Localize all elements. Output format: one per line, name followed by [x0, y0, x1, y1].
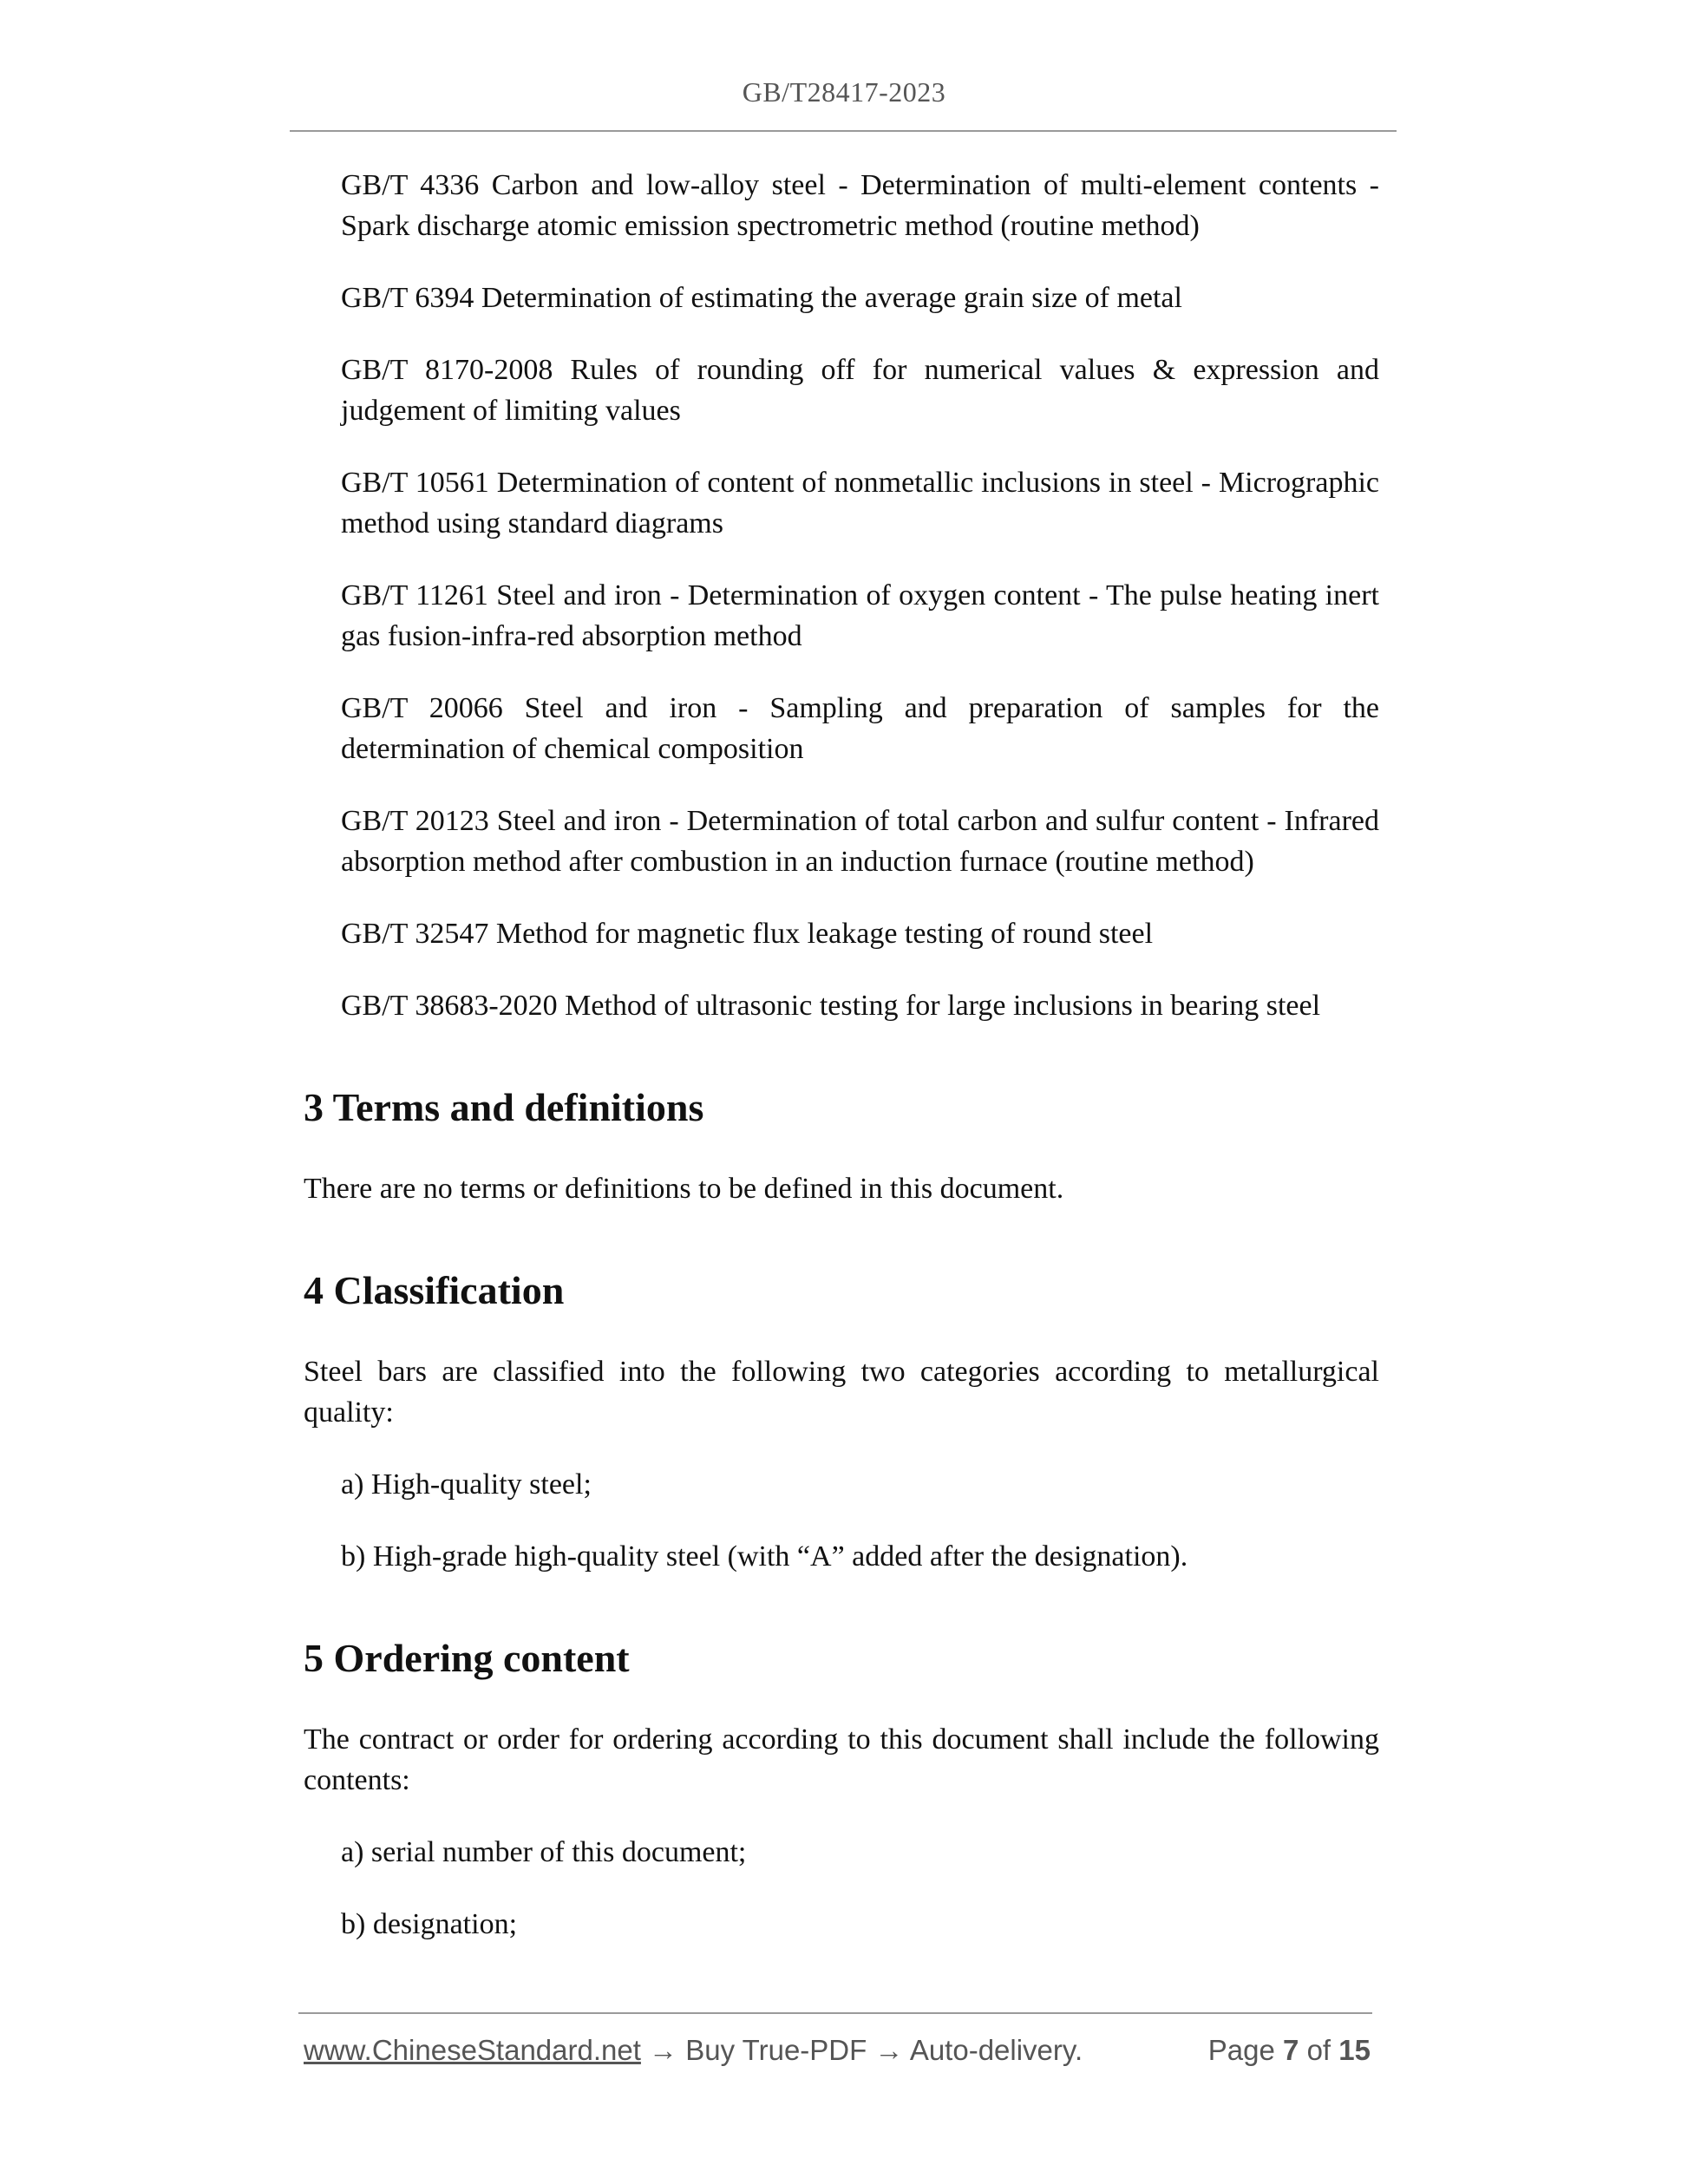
current-page-number: 7	[1283, 2034, 1299, 2066]
page-label: Page	[1207, 2034, 1275, 2066]
footer-divider	[298, 2012, 1372, 2014]
list-item: b) designation;	[341, 1908, 518, 1940]
page-header	[0, 76, 1688, 108]
page-of-label: of	[1306, 2034, 1331, 2066]
section-5-intro: The contract or order for ordering according to this document shall include the following contents:	[304, 1723, 1379, 1796]
total-page-count: 15	[1338, 2034, 1371, 2066]
page-body	[304, 165, 1379, 1976]
document-code: GB/T28417-2023	[742, 76, 946, 108]
reference-item: GB/T 32547 Method for magnetic flux leakage testing of round steel	[341, 918, 1154, 950]
page-indicator	[1208, 2034, 1371, 2067]
section-5-heading: 5 Ordering content	[304, 1636, 630, 1680]
section-4-heading: 4 Classification	[304, 1268, 565, 1312]
reference-item: GB/T 38683-2020 Method of ultrasonic testing for large inclusions in bearing steel	[341, 990, 1321, 1022]
section-4-intro: Steel bars are classified into the following two categories according to metallurgical quality:	[304, 1356, 1379, 1429]
list-item: b) High-grade high-quality steel (with “A” added after the designation).	[341, 1540, 1188, 1573]
reference-item: GB/T 6394 Determination of estimating the average grain size of metal	[341, 282, 1182, 314]
list-item: a) High-quality steel;	[341, 1468, 592, 1501]
section-3-text: There are no terms or definitions to be defined in this document.	[304, 1173, 1064, 1205]
reference-item: GB/T 20123 Steel and iron - Determination of total carbon and sulfur content - Infrared absorption method after combustion in an induction furnace (routine method)	[341, 805, 1379, 878]
header-divider	[290, 130, 1397, 132]
list-item: a) serial number of this document;	[341, 1836, 747, 1868]
reference-item: GB/T 20066 Steel and iron - Sampling and preparation of samples for the determination of chemical composition	[341, 692, 1379, 765]
reference-item: GB/T 8170-2008 Rules of rounding off for numerical values & expression and judgement of limiting values	[341, 354, 1379, 427]
section-3-heading: 3 Terms and definitions	[304, 1085, 704, 1129]
reference-item: GB/T 10561 Determination of content of nonmetallic inclusions in steel - Micrographic method using standard diagrams	[341, 467, 1379, 539]
reference-item: GB/T 11261 Steel and iron - Determination of oxygen content - The pulse heating inert gas fusion-infra-red absorption method	[341, 579, 1379, 652]
page-footer	[304, 2034, 1371, 2072]
normative-references-list	[304, 165, 1379, 1026]
footer-promo	[304, 2034, 1083, 2067]
reference-item: GB/T 4336 Carbon and low-alloy steel - Determination of multi-element contents - Spark discharge atomic emission spectrometric method (routine method)	[341, 169, 1379, 242]
website-link[interactable]: www.ChineseStandard.net	[304, 2034, 641, 2066]
promo-text: → Buy True-PDF → Auto-delivery.	[649, 2034, 1083, 2066]
